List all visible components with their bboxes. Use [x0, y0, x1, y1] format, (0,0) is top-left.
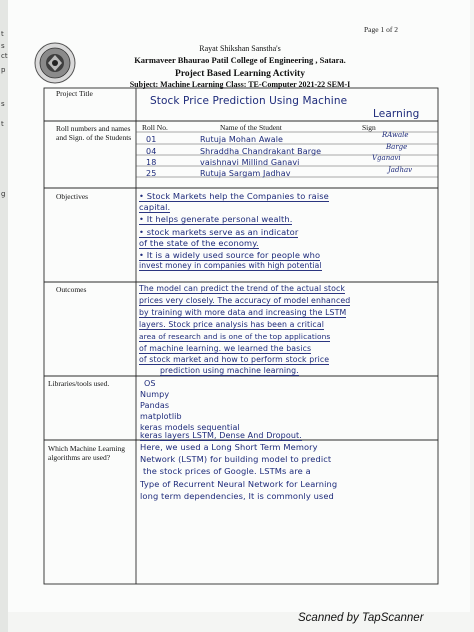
margin-char: s	[1, 42, 5, 50]
outcome-line: of machine learning. we learned the basics	[139, 344, 312, 353]
algorithm-line: Network (LSTM) for building model to predict	[140, 454, 332, 464]
objective-line: invest money in companies with high potential	[139, 261, 322, 270]
margin-char: s	[1, 100, 5, 108]
project-title-label: Project Title	[56, 89, 93, 98]
student-signature: Jadhav	[388, 166, 413, 174]
margin-char: g	[1, 190, 6, 198]
algorithms-label: Which Machine Learning algorithms are used?	[48, 444, 126, 462]
outcome-line: of stock market and how to perform stock price	[139, 355, 330, 364]
project-title-line-1: Stock Price Prediction Using Machine	[150, 95, 348, 107]
margin-char: t	[1, 30, 4, 38]
library-line: matplotlib	[140, 412, 182, 421]
objective-line: • It is a widely used source for people who	[139, 250, 321, 260]
roll-column-header: Roll No.	[142, 123, 168, 132]
outcome-line: layers. Stock price analysis has been a critical	[139, 320, 324, 329]
left-margin-strip	[0, 0, 8, 632]
objective-line: • It helps generate personal wealth.	[139, 214, 293, 224]
student-name: Rutuja Mohan Awale	[200, 135, 284, 144]
student-roll: 04	[146, 147, 157, 156]
library-line: Pandas	[140, 401, 170, 410]
objectives-label: Objectives	[56, 192, 89, 201]
margin-char: t	[1, 120, 4, 128]
college-seal-icon	[34, 42, 76, 84]
outcomes-label: Outcomes	[56, 285, 87, 294]
student-name: Rutuja Sargam Jadhav	[200, 169, 291, 178]
scanner-footer: Scanned by TapScanner	[298, 612, 424, 624]
subject-line: Subject: Machine Learning Class: TE-Computer 2021-22 SEM-I	[129, 80, 351, 89]
roll-section-label: Roll numbers and names and Sign. of the Students	[56, 124, 132, 142]
student-roll: 25	[146, 169, 157, 178]
algorithm-line: long term dependencies, It is commonly used	[140, 491, 334, 501]
student-roll: 18	[146, 158, 157, 167]
student-signature: Vganavi	[372, 154, 401, 162]
project-title-line-2: Learning	[373, 108, 420, 120]
objective-line: of the state of the economy.	[139, 238, 259, 248]
objective-line: • Stock Markets help the Companies to raise	[139, 191, 329, 201]
society-name: Rayat Shikshan Sanstha's	[199, 44, 281, 53]
name-column-header: Name of the Student	[220, 123, 282, 132]
library-line: keras models sequential	[140, 423, 240, 432]
outcome-line: by training with more data and increasing the LSTM	[139, 308, 347, 317]
library-line: Numpy	[140, 390, 170, 399]
margin-char: p	[1, 66, 6, 74]
student-name: Shraddha Chandrakant Barge	[200, 147, 322, 156]
student-name: vaishnavi Millind Ganavi	[200, 158, 300, 167]
outcome-line: prediction using machine learning.	[160, 366, 299, 375]
objective-line: • stock markets serve as an indicator	[139, 227, 299, 237]
algorithm-line: Here, we used a Long Short Term Memory	[140, 442, 318, 452]
activity-title: Project Based Learning Activity	[175, 69, 305, 79]
library-line: OS	[144, 379, 156, 388]
student-signature: Barge	[386, 143, 408, 151]
library-line: keras layers LSTM, Dense And Dropout.	[140, 431, 302, 440]
objective-line: capital.	[139, 202, 171, 212]
outcome-line: area of research and is one of the top applications	[139, 332, 331, 341]
algorithm-line: Type of Recurrent Neural Network for Learning	[140, 479, 338, 489]
student-signature: RAwale	[382, 131, 409, 139]
libraries-label: Libraries/tools used.	[48, 379, 110, 388]
outcome-line: prices very closely. The accuracy of model enhanced	[139, 296, 351, 305]
sign-column-header: Sign	[362, 123, 376, 132]
outcome-line: The model can predict the trend of the actual stock	[139, 284, 346, 293]
college-name: Karmaveer Bhaurao Patil College of Engineering , Satara.	[134, 55, 346, 65]
margin-char: ct	[1, 52, 8, 60]
student-roll: 01	[146, 135, 157, 144]
algorithm-line: the stock prices of Google. LSTMs are a	[143, 466, 311, 476]
page-number: Page 1 of 2	[364, 25, 398, 34]
